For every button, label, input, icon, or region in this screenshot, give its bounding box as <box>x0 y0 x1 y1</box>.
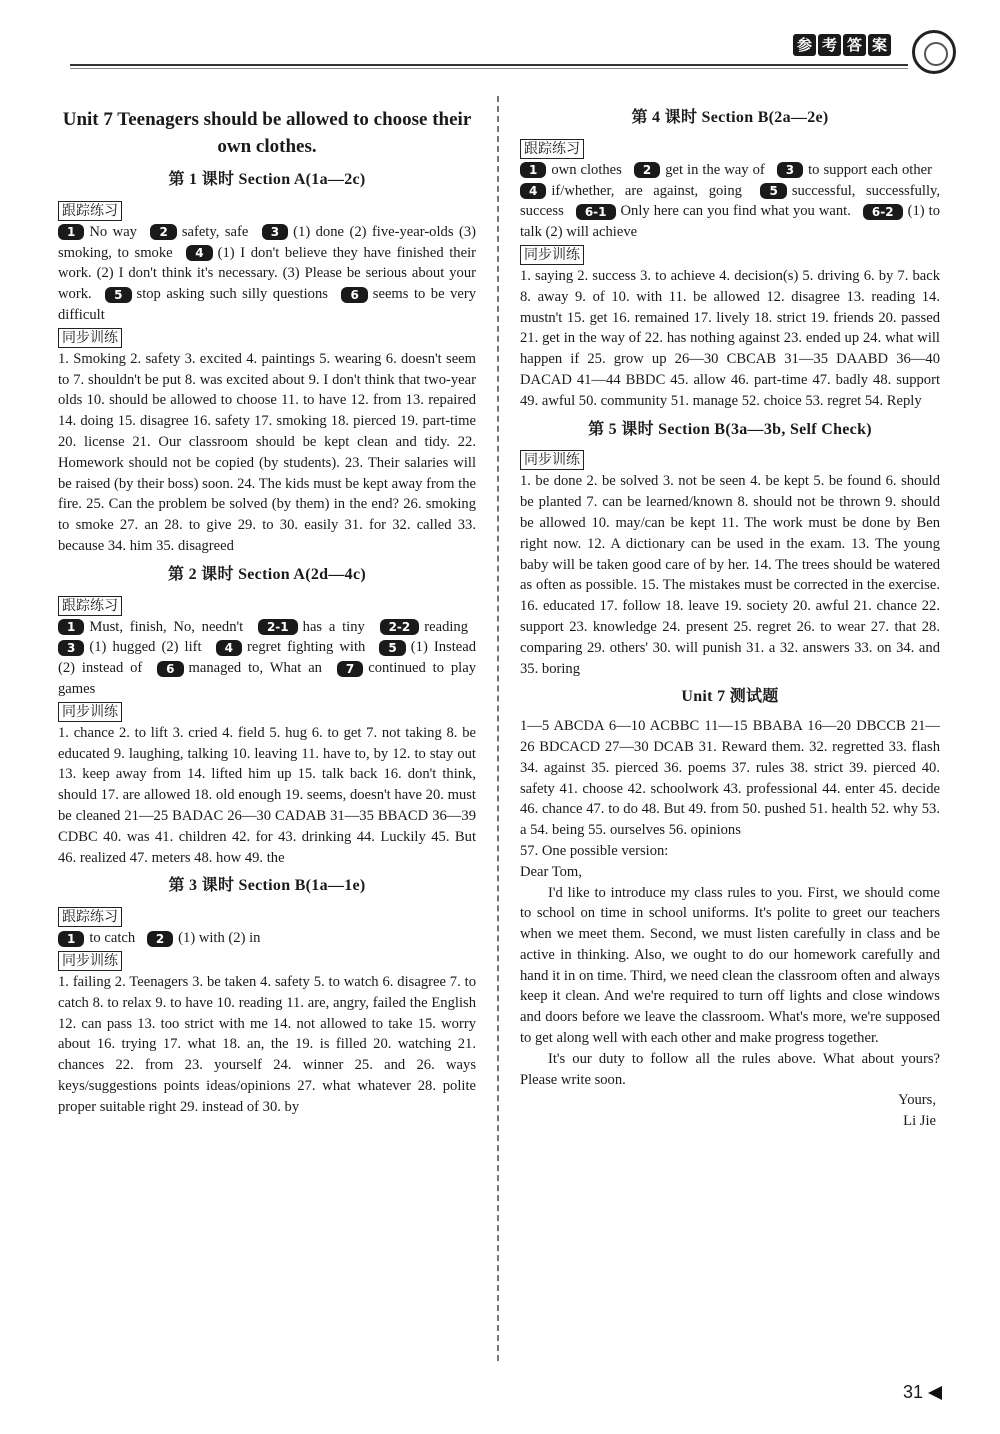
question-number-badge: 3 <box>777 162 803 178</box>
lesson-title: 第 1 课时 Section A(1a—2c) <box>168 171 366 188</box>
page-arrow-icon <box>928 1386 942 1400</box>
exercise-tag: 跟踪练习 <box>58 201 122 221</box>
answer-text: to catch <box>89 930 136 947</box>
question-number-badge: 4 <box>186 245 212 261</box>
question-number-badge: 6 <box>157 661 183 677</box>
badge-char: 考 <box>818 34 841 56</box>
unit-title: Unit 7 Teenagers should be allowed to choose their own clothes. <box>62 109 472 157</box>
exercise-tag: 跟踪练习 <box>520 139 584 159</box>
answer-text: successful, successfully, success <box>520 182 940 220</box>
page-number: 31 <box>903 1382 924 1402</box>
question-number-badge: 1 <box>520 162 546 178</box>
question-number-badge: 2 <box>634 162 660 178</box>
question-number-badge: 2-2 <box>380 619 420 635</box>
exercise-tag: 同步训练 <box>520 245 584 265</box>
exercise-tag: 同步训练 <box>58 702 122 722</box>
question-number-badge: 2 <box>150 224 176 240</box>
question-number-badge: 5 <box>105 287 131 303</box>
exercise-tag: 同步训练 <box>58 951 122 971</box>
question-number-badge: 1 <box>58 931 84 947</box>
answer-block <box>58 222 476 326</box>
answer-text: get in the way of <box>665 161 765 178</box>
answer-text: continued to play games <box>58 660 477 697</box>
question-number-badge: 5 <box>760 183 786 199</box>
essay-signature: Li Jie <box>903 1113 936 1130</box>
answer-block: 1. saying 2. success 3. to achieve 4. decision(s) 5. driving 6. by 7. back 8. away 9. of 10. with 11. be allowed 12. disagree 13. reading 14. mustn't 15. get 16. remained 17. lively 18. strict 19. friends 20. passed 21. get in the way of 22. has nothing against 23. ended up 24. what will happen if 25. grow up 26—30 CBCAB 31—35 DAABD 36—40 DACAD 41—44 BBDC 45. allow 46. part-time 47. badly 48. support 49. awful 50. community 51. manage 52. choice 53. regret 54. Reply <box>520 267 940 409</box>
question-number-badge: 2 <box>147 931 173 947</box>
question-number-badge: 6 <box>341 287 367 303</box>
answer-text: if/whether, are against, going <box>551 182 742 199</box>
exercise-tag: 同步训练 <box>520 450 584 470</box>
answer-text: has a tiny <box>302 618 365 635</box>
left-column <box>58 100 476 1117</box>
publisher-logo-icon <box>912 30 956 74</box>
badge-char: 答 <box>843 34 866 56</box>
lesson-title: 第 3 课时 Section B(1a—1e) <box>168 877 366 895</box>
answer-text: (1) I don't believe they have finished their work. (2) I don't think it's necessary. (3) Please be serious about your work. <box>58 244 476 303</box>
answer-text: (1) Instead (2) instead of <box>58 639 477 677</box>
question-number-badge: 5 <box>379 640 405 656</box>
essay-paragraph: I'd like to introduce my class rules to you. First, we should come to school on time in school uniforms. It's polite to greet our teachers when we meet them. Second, we must listen carefully in class and be active in thinking. Also, we ought to do our homework carefully and hand it in on time. Third, we need clean the classroom often and always keep it clean. And we're required to turn off lights and close windows and doors before we leave the classroom. What's more, we're supposed to get along well with each other and make progress together. <box>520 884 940 1047</box>
essay-salutation: Dear Tom, <box>520 863 582 880</box>
answer-text: reading <box>424 618 469 635</box>
question-number-badge: 6-1 <box>576 204 616 220</box>
badge-char: 参 <box>793 34 816 56</box>
answer-text: safety, safe <box>181 223 249 240</box>
answer-block: 1. Smoking 2. safety 3. excited 4. paintings 5. wearing 6. doesn't seem to 7. shouldn't be put 8. was excited about 9. I don't think that two-year olds 10. should be allowed to choose 11. to have 12. from 13. repaired 14. doing 15. disagree 16. safety 17. smoking 18. pierced 19. part-time 20. license 21. Our classroom should be kept clean and tidy. 22. Homework should not be copied (by students). 23. Their salaries will be raised (by their boss) soon. 24. The kids must be kept away from the fire. 25. Can the problem be solved (by them) in the end? 26. smoking to smoke 27. an 28. to give 29. to 30. easily 31. for 32. called 33. because 34. him 35. disagreed <box>58 350 476 554</box>
answer-block: 1. be done 2. be solved 3. not be seen 4. be kept 5. be found 6. should be planted 7. can be learned/known 8. should not be thrown 9. should be allowed 10. may/can be kept 11. The work must be done by Ben right now. 12. A dictionary can be used in the exam. 13. The young baby will be taken good care of by her. 14. The trees should be watered as often as possible. 15. The mistakes must be corrected in the exercise. 16. educated 17. follow 18. leave 19. society 20. awful 21. chance 22. support 23. knowledge 24. present 25. regret 26. to wear 27. that 28. comparing 29. others' 30. will punish 31. a 32. answers 33. on 34. and 35. boring <box>520 473 940 677</box>
answer-block <box>58 928 476 949</box>
answer-block <box>520 160 940 243</box>
essay <box>520 841 940 1132</box>
question-number-badge: 3 <box>262 224 288 240</box>
left-lessons <box>58 170 476 1117</box>
header-rule-thin <box>70 68 908 69</box>
answer-text: (1) with (2) in <box>178 930 261 947</box>
lesson-title: 第 4 课时 Section B(2a—2e) <box>631 109 829 126</box>
column-divider <box>497 96 499 1361</box>
answer-text: seems to be very difficult <box>58 286 476 323</box>
answer-text: managed to, What an <box>188 660 322 677</box>
question-number-badge: 4 <box>520 183 546 199</box>
question-number-badge: 1 <box>58 619 84 635</box>
answer-text: (1) to talk (2) will achieve <box>520 203 940 241</box>
lesson-title: 第 5 课时 Section B(3a—3b, Self Check) <box>588 420 872 438</box>
question-number-badge: 6-2 <box>863 204 903 220</box>
test-answers: 1—5 ABCDA 6—10 ACBBC 11—15 BBABA 16—20 DBCCB 21—26 BDCACD 27—30 DCAB 31. Reward them. 32. regretted 33. flash 34. against 35. pierced 36. poems 37. rules 38. strict 39. pierced 40. safety 41. choose 42. schoolwork 43. professional 44. enter 45. decide 46. chance 47. to do 48. But 49. from 50. pushed 51. health 52. why 53. a 54. being 55. ourselves 56. opinions <box>520 718 940 839</box>
header-rule <box>70 64 908 66</box>
answer-text: to support each other <box>808 161 933 178</box>
exercise-tag: 跟踪练习 <box>58 907 122 927</box>
exercise-tag: 同步训练 <box>58 328 122 348</box>
answer-text: stop asking such silly questions <box>136 286 328 303</box>
essay-label: 57. One possible version: <box>520 842 669 859</box>
right-lessons <box>520 108 940 679</box>
test-title: Unit 7 测试题 <box>681 688 779 706</box>
badge-char: 案 <box>868 34 891 56</box>
exercise-tag: 跟踪练习 <box>58 596 122 616</box>
question-number-badge: 4 <box>216 640 242 656</box>
right-column <box>520 100 940 1132</box>
answer-text: Must, finish, No, needn't <box>89 618 244 635</box>
answer-block: 1. chance 2. to lift 3. cried 4. field 5. hug 6. to get 7. not taking 8. be educated 9. laughing, talking 10. leaving 11. have to, by 12. to stay out 13. keep away from 14. lifted him up 15. talk back 16. don't think, should 17. are allowed 18. old enough 19. seems, doesn't have 20. must be cleaned 21—25 BADAC 26—30 CADAB 31—35 BBACD 36—39 CDBC 40. was 41. children 42. for 43. drinking 44. Luckily 45. But 46. realized 47. meters 48. how 49. the <box>58 724 476 866</box>
essay-paragraph: It's our duty to follow all the rules above. What about yours? Please write soon. <box>520 1050 940 1088</box>
answer-block <box>58 617 476 700</box>
question-number-badge: 1 <box>58 224 84 240</box>
header-badge <box>793 34 891 56</box>
answer-text: (1) done (2) five-year-olds (3) smoking, to smoke <box>58 223 476 261</box>
essay-closing: Yours, <box>898 1092 936 1109</box>
question-number-badge: 3 <box>58 640 84 656</box>
lesson-title: 第 2 课时 Section A(2d—4c) <box>167 565 366 583</box>
question-number-badge: 2-1 <box>258 619 298 635</box>
answer-text: No way <box>89 223 137 240</box>
answer-text: Only here can you find what you want. <box>620 203 851 220</box>
question-number-badge: 7 <box>337 661 363 677</box>
answer-block: 1. failing 2. Teenagers 3. be taken 4. safety 5. to watch 6. disagree 7. to catch 8. to relax 9. to have 10. reading 11. are, angry, failed the English 12. can pass 13. too strict with me 14. not allowed to take 15. worry about 16. trying 17. what 18. an, the 19. is filled 20. watching 21. chances 22. from 23. yourself 24. winner 25. and 26. ways keys/suggestions points ideas/opinions 27. what whatever 28. polite proper suitable right 29. instead of 30. by <box>58 973 476 1115</box>
answer-text: regret fighting with <box>247 639 366 656</box>
answer-text: (1) hugged (2) lift <box>89 639 202 656</box>
answer-text: own clothes <box>551 161 622 178</box>
